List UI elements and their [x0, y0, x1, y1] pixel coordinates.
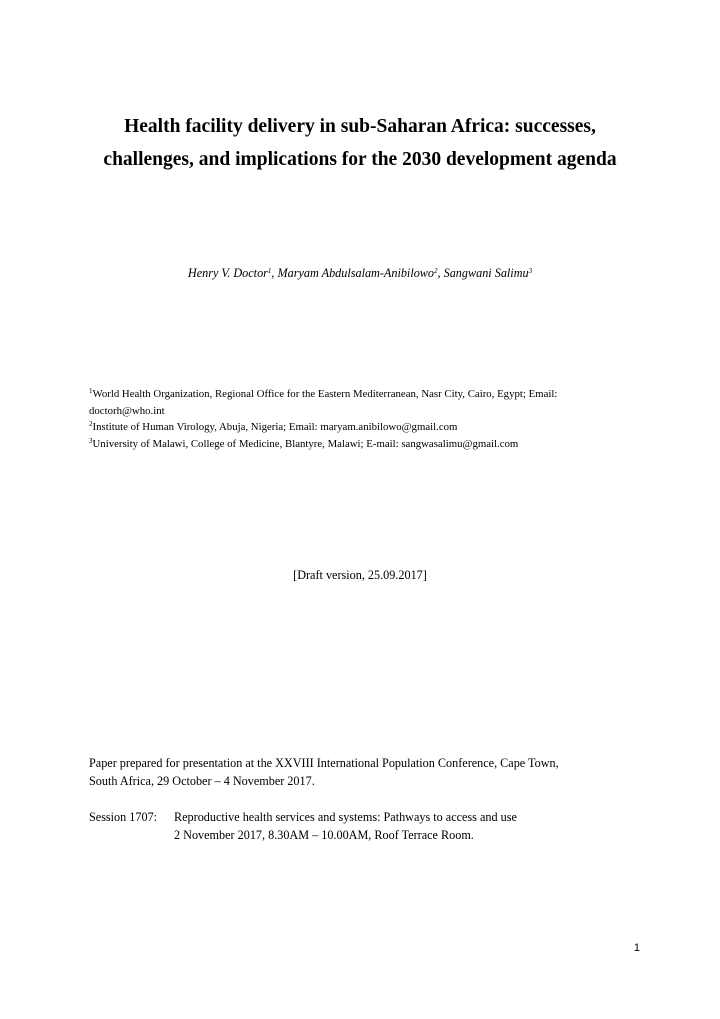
affiliation-item [89, 436, 649, 453]
author-name: Sangwani Salimu [443, 266, 529, 280]
affiliation-line [89, 419, 649, 436]
author-name: Maryam Abdulsalam-Anibilowo [277, 266, 435, 280]
session-title: Reproductive health services and systems: Pathways to access and use [174, 810, 517, 824]
paper-title [60, 110, 660, 176]
session-info [89, 809, 659, 844]
author-list [0, 266, 720, 281]
paper-title-line-1: Health facility delivery in sub-Saharan Africa: successes, [124, 116, 596, 137]
affiliation-item [89, 419, 649, 436]
conference-note-line-1: Paper prepared for presentation at the XXVIII International Population Conference, Cape Town, [89, 756, 559, 770]
conference-note [89, 755, 649, 790]
affiliation-email: doctorh@who.int [89, 404, 165, 417]
paper-title-line-2: challenges, and implications for the 2030 development agenda [103, 149, 617, 170]
author-affiliation-mark: 3 [528, 267, 533, 275]
author-name: Henry V. Doctor [187, 266, 268, 280]
session-time-location: 2 November 2017, 8.30AM – 10.00AM, Roof Terrace Room. [174, 827, 474, 842]
session-details [174, 809, 517, 844]
affiliation-text: University of Malawi, College of Medicine, Blantyre, Malawi; E-mail: sangwasalimu@gmail.com [92, 437, 519, 450]
session-row [89, 809, 659, 844]
affiliation-item [89, 386, 649, 419]
affiliation-list [89, 386, 649, 452]
page-number: 1 [633, 942, 640, 954]
affiliation-text: World Health Organization, Regional Office for the Eastern Mediterranean, Nasr City, Cairo, Egypt; Email: [92, 388, 558, 400]
affiliation-line [89, 436, 649, 453]
draft-version-note: [Draft version, 25.09.2017] [293, 568, 427, 582]
author-separator: , [271, 266, 278, 280]
author-separator: , [437, 266, 444, 280]
author-affiliation-mark: 1 [267, 267, 272, 275]
affiliation-mark: 1 [89, 387, 93, 395]
conference-note-line-2: South Africa, 29 October – 4 November 2017. [89, 773, 315, 788]
session-label: Session 1707: [89, 810, 158, 824]
affiliation-line [89, 386, 649, 403]
affiliation-mark: 3 [89, 436, 93, 445]
author-affiliation-mark: 2 [434, 267, 438, 275]
affiliation-text: Institute of Human Virology, Abuja, Nigeria; Email: maryam.anibilowo@gmail.com [92, 421, 458, 433]
affiliation-mark: 2 [89, 420, 93, 428]
